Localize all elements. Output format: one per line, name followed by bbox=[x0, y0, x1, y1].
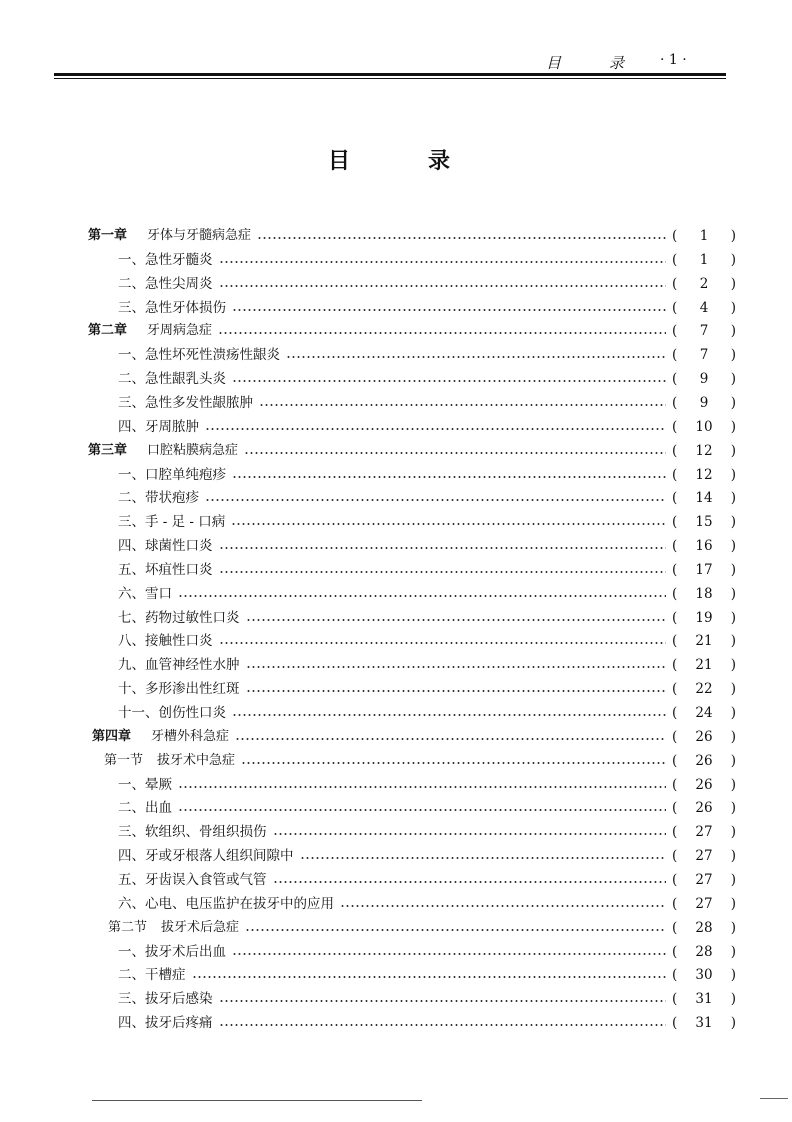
toc-dot-leader bbox=[232, 380, 666, 382]
toc-label: 四、球菌性口炎 bbox=[118, 538, 213, 555]
toc-page-number: 1 bbox=[699, 228, 709, 244]
paren-open: ( bbox=[672, 1015, 678, 1032]
toc-page-number: 7 bbox=[699, 323, 709, 340]
paren-open: ( bbox=[672, 633, 678, 650]
toc-dot-leader bbox=[245, 929, 666, 931]
paren-open: ( bbox=[672, 442, 678, 459]
toc-item-row bbox=[118, 488, 736, 508]
paren-open: ( bbox=[672, 776, 678, 793]
toc-item-row bbox=[118, 631, 736, 651]
toc-page-number: 9 bbox=[699, 394, 709, 411]
paren-open: ( bbox=[672, 490, 678, 507]
toc-page-ref bbox=[672, 894, 736, 914]
paren-close: ) bbox=[730, 1015, 736, 1032]
toc-page-number: 26 bbox=[695, 752, 713, 769]
toc-label: 五、坏疽性口炎 bbox=[118, 561, 213, 578]
toc-item-row bbox=[118, 250, 736, 270]
paren-open: ( bbox=[672, 800, 678, 817]
toc-item-row bbox=[118, 655, 736, 675]
toc-dot-leader bbox=[178, 595, 666, 597]
toc-dot-leader bbox=[340, 905, 666, 907]
toc-dot-leader bbox=[218, 332, 666, 334]
paren-close: ) bbox=[730, 371, 736, 388]
toc-dot-leader bbox=[205, 428, 666, 430]
toc-label: 二、出血 bbox=[118, 800, 172, 817]
toc-label: 牙槽外科急症 bbox=[151, 728, 230, 744]
header-rule-thick bbox=[54, 73, 726, 76]
paren-close: ) bbox=[730, 275, 736, 292]
toc-page-number: 26 bbox=[695, 800, 713, 817]
toc-item-row bbox=[118, 345, 736, 365]
paren-close: ) bbox=[730, 442, 736, 459]
toc-page-number: 1 bbox=[699, 251, 709, 268]
toc-number: 第三章 bbox=[88, 442, 128, 458]
toc-label: 十、多形渗出性红斑 bbox=[118, 681, 240, 698]
toc-item-row bbox=[118, 1013, 736, 1033]
paren-close: ) bbox=[730, 728, 736, 745]
paren-close: ) bbox=[730, 514, 736, 531]
header-rule-thin bbox=[54, 78, 726, 79]
paren-open: ( bbox=[672, 895, 678, 912]
toc-page-ref bbox=[672, 798, 736, 818]
toc-item-row bbox=[118, 608, 736, 628]
paren-close: ) bbox=[730, 681, 736, 698]
toc-page-number: 2 bbox=[699, 275, 709, 292]
toc-page-number: 17 bbox=[695, 561, 713, 578]
toc-dot-leader bbox=[273, 881, 667, 883]
paren-open: ( bbox=[672, 394, 678, 411]
toc-label: 三、拔牙后感染 bbox=[118, 991, 213, 1008]
toc-item-row bbox=[118, 798, 736, 818]
toc-label: 三、急性牙体损伤 bbox=[118, 299, 226, 316]
toc-label: 一、急性牙髓炎 bbox=[118, 251, 213, 268]
toc-page-number: 22 bbox=[695, 681, 713, 698]
toc-dot-leader bbox=[235, 738, 666, 740]
toc-item-row bbox=[118, 584, 736, 604]
toc-item-row bbox=[118, 679, 736, 699]
paren-open: ( bbox=[672, 824, 678, 841]
toc-page-ref bbox=[672, 369, 736, 389]
paren-close: ) bbox=[730, 824, 736, 841]
toc-page-number: 28 bbox=[695, 943, 713, 960]
toc-page-number: 24 bbox=[695, 705, 713, 721]
toc-label: 二、带状疱疹 bbox=[118, 490, 199, 507]
toc-page-number: 15 bbox=[695, 514, 713, 531]
toc-item-row bbox=[118, 894, 736, 914]
toc-dot-leader bbox=[178, 786, 666, 788]
toc-page-ref bbox=[672, 250, 736, 270]
toc-label: 牙周病急症 bbox=[147, 323, 213, 339]
toc-page-number: 16 bbox=[695, 538, 713, 555]
toc-label: 拔牙术后急症 bbox=[161, 919, 240, 935]
toc-page-number: 7 bbox=[699, 347, 709, 364]
paren-close: ) bbox=[730, 800, 736, 817]
toc-label: 六、雪口 bbox=[118, 585, 172, 602]
toc-label: 一、急性坏死性溃疡性龈炎 bbox=[118, 347, 280, 364]
toc-number: 第四章 bbox=[92, 728, 132, 744]
toc-dot-leader bbox=[178, 809, 666, 811]
toc-page-number: 10 bbox=[695, 418, 713, 435]
paren-close: ) bbox=[730, 967, 736, 984]
toc-item-row bbox=[118, 298, 736, 318]
paren-close: ) bbox=[730, 347, 736, 364]
paren-open: ( bbox=[672, 251, 678, 268]
paren-open: ( bbox=[672, 514, 678, 531]
toc-page-number: 31 bbox=[695, 1015, 713, 1032]
paren-open: ( bbox=[672, 418, 678, 435]
toc-dot-leader bbox=[205, 499, 666, 501]
footer-mark bbox=[760, 1098, 788, 1099]
paren-open: ( bbox=[672, 728, 678, 745]
toc-section-row bbox=[108, 918, 736, 938]
paren-open: ( bbox=[672, 943, 678, 960]
toc-label: 拔牙术中急症 bbox=[157, 752, 236, 768]
toc-page-ref bbox=[672, 942, 736, 962]
header-page-number: · 1 · bbox=[660, 52, 687, 68]
paren-close: ) bbox=[730, 418, 736, 435]
toc-page-ref bbox=[672, 584, 736, 604]
toc-page-number: 30 bbox=[695, 967, 713, 984]
toc-page-number: 12 bbox=[695, 466, 713, 483]
toc-label: 口腔粘膜病急症 bbox=[147, 442, 239, 458]
toc-page-ref bbox=[672, 989, 736, 1009]
paren-close: ) bbox=[730, 657, 736, 674]
toc-label: 三、软组织、骨组织损伤 bbox=[118, 824, 267, 841]
toc-page-ref bbox=[672, 965, 736, 985]
paren-open: ( bbox=[672, 919, 678, 936]
toc-number: 第一章 bbox=[88, 228, 128, 243]
toc-item-row bbox=[118, 417, 736, 437]
toc-item-row bbox=[118, 870, 736, 890]
toc-page-ref bbox=[672, 560, 736, 580]
toc-dot-leader bbox=[232, 953, 666, 955]
toc-dot-leader bbox=[232, 714, 666, 716]
toc-page-ref bbox=[672, 1013, 736, 1033]
paren-close: ) bbox=[730, 609, 736, 626]
toc-page-number: 21 bbox=[695, 657, 713, 674]
toc-item-row bbox=[118, 822, 736, 842]
toc-item-row bbox=[118, 989, 736, 1009]
paren-close: ) bbox=[730, 251, 736, 268]
toc-page-number: 27 bbox=[695, 871, 713, 888]
toc-page-ref bbox=[672, 417, 736, 437]
toc-page-ref bbox=[672, 918, 736, 938]
toc-dot-leader bbox=[246, 690, 667, 692]
paren-open: ( bbox=[672, 561, 678, 578]
toc-label: 八、接触性口炎 bbox=[118, 633, 213, 650]
toc-item-row bbox=[118, 536, 736, 556]
toc-dot-leader bbox=[232, 476, 666, 478]
toc-page-number: 19 bbox=[695, 609, 713, 626]
toc-dot-leader bbox=[286, 356, 666, 358]
toc-page-number: 21 bbox=[695, 633, 713, 650]
toc-chapter-row bbox=[92, 727, 736, 747]
toc-page-ref bbox=[672, 870, 736, 890]
paren-close: ) bbox=[730, 871, 736, 888]
toc-page-ref bbox=[672, 298, 736, 318]
paren-open: ( bbox=[672, 323, 678, 340]
footer-rule bbox=[92, 1100, 422, 1101]
paren-open: ( bbox=[672, 466, 678, 483]
paren-open: ( bbox=[672, 275, 678, 292]
paren-close: ) bbox=[730, 299, 736, 316]
toc-page-number: 27 bbox=[695, 848, 713, 865]
toc-chapter-row bbox=[88, 226, 736, 246]
paren-close: ) bbox=[730, 538, 736, 555]
paren-open: ( bbox=[672, 848, 678, 865]
header-title bbox=[546, 52, 624, 73]
toc-dot-leader bbox=[257, 237, 666, 239]
toc-item-row bbox=[118, 369, 736, 389]
paren-open: ( bbox=[672, 538, 678, 555]
paren-close: ) bbox=[730, 490, 736, 507]
toc-label: 四、拔牙后疼痛 bbox=[118, 1015, 213, 1032]
toc-dot-leader bbox=[219, 1000, 667, 1002]
toc-dot-leader bbox=[231, 523, 666, 525]
toc-label: 九、血管神经性水肿 bbox=[118, 657, 240, 674]
paren-close: ) bbox=[730, 585, 736, 602]
paren-open: ( bbox=[672, 991, 678, 1008]
toc-page-number: 26 bbox=[695, 728, 713, 745]
toc-number: 第二节 bbox=[108, 919, 148, 935]
paren-close: ) bbox=[730, 228, 736, 244]
toc-label: 牙体与牙髓病急症 bbox=[147, 228, 252, 243]
toc-item-row bbox=[118, 465, 736, 485]
toc-label: 二、急性尖周炎 bbox=[118, 275, 213, 292]
paren-open: ( bbox=[672, 871, 678, 888]
toc-dot-leader bbox=[219, 642, 667, 644]
toc-page-ref bbox=[672, 631, 736, 651]
paren-close: ) bbox=[730, 895, 736, 912]
toc-label: 三、手 - 足 - 口病 bbox=[118, 514, 226, 531]
toc-dot-leader bbox=[219, 261, 667, 263]
toc-label: 六、心电、电压监护在拔牙中的应用 bbox=[118, 895, 334, 912]
toc-page-ref bbox=[672, 441, 736, 461]
toc-page-number: 12 bbox=[695, 442, 713, 459]
toc-label: 一、拔牙术后出血 bbox=[118, 943, 226, 960]
toc-label: 三、急性多发性龈脓肿 bbox=[118, 394, 253, 411]
toc-page-ref bbox=[672, 226, 736, 246]
toc-item-row bbox=[118, 942, 736, 962]
paren-open: ( bbox=[672, 705, 678, 721]
paren-open: ( bbox=[672, 967, 678, 984]
paren-open: ( bbox=[672, 681, 678, 698]
paren-close: ) bbox=[730, 919, 736, 936]
toc-label: 二、干槽症 bbox=[118, 967, 186, 984]
paren-open: ( bbox=[672, 585, 678, 602]
toc-dot-leader bbox=[219, 285, 667, 287]
toc-dot-leader bbox=[246, 666, 667, 668]
toc-page-ref bbox=[672, 655, 736, 675]
toc-page-number: 18 bbox=[695, 585, 713, 602]
toc-section-row bbox=[104, 751, 736, 771]
toc-item-row bbox=[118, 846, 736, 866]
paren-open: ( bbox=[672, 752, 678, 769]
header-title-char2: 录 bbox=[609, 54, 625, 72]
toc-label: 四、牙周脓肿 bbox=[118, 418, 199, 435]
toc-page-ref bbox=[672, 536, 736, 556]
toc-page-ref bbox=[672, 608, 736, 628]
toc-number: 第二章 bbox=[88, 323, 128, 339]
toc-page-ref bbox=[672, 679, 736, 699]
paren-open: ( bbox=[672, 609, 678, 626]
toc-dot-leader bbox=[300, 857, 667, 859]
paren-close: ) bbox=[730, 991, 736, 1008]
page-title bbox=[300, 144, 500, 176]
toc-page-ref bbox=[672, 274, 736, 294]
toc-dot-leader bbox=[192, 976, 667, 978]
paren-close: ) bbox=[730, 394, 736, 411]
toc-page-number: 26 bbox=[695, 776, 713, 793]
toc-item-row bbox=[118, 703, 736, 723]
toc-page-ref bbox=[672, 465, 736, 485]
toc-label: 五、牙齿误入食管或气管 bbox=[118, 871, 267, 888]
toc-dot-leader bbox=[246, 619, 667, 621]
running-header bbox=[54, 52, 726, 72]
toc-number: 第一节 bbox=[104, 752, 144, 768]
toc-page-ref bbox=[672, 751, 736, 771]
toc-page-ref bbox=[672, 321, 736, 341]
paren-open: ( bbox=[672, 347, 678, 364]
toc-label: 一、口腔单纯疱疹 bbox=[118, 466, 226, 483]
toc-page-number: 28 bbox=[695, 919, 713, 936]
toc-dot-leader bbox=[219, 571, 667, 573]
toc-page-number: 4 bbox=[699, 299, 709, 316]
paren-open: ( bbox=[672, 657, 678, 674]
toc-dot-leader bbox=[219, 547, 667, 549]
toc-page-number: 31 bbox=[695, 991, 713, 1008]
toc-item-row bbox=[118, 965, 736, 985]
toc-page-ref bbox=[672, 846, 736, 866]
page-title-char1: 目 bbox=[328, 148, 351, 174]
paren-close: ) bbox=[730, 776, 736, 793]
toc-page-ref bbox=[672, 488, 736, 508]
toc-item-row bbox=[118, 393, 736, 413]
toc-page-ref bbox=[672, 393, 736, 413]
toc-page-number: 14 bbox=[695, 490, 713, 507]
paren-close: ) bbox=[730, 466, 736, 483]
toc-page-ref bbox=[672, 727, 736, 747]
toc-page-number: 27 bbox=[695, 824, 713, 841]
header-title-char1: 目 bbox=[546, 54, 562, 72]
toc-label: 十一、创伤性口炎 bbox=[118, 705, 226, 721]
page-title-char2: 录 bbox=[428, 148, 451, 174]
toc-label: 四、牙或牙根落人组织间隙中 bbox=[118, 848, 294, 865]
toc-dot-leader bbox=[241, 762, 666, 764]
paren-close: ) bbox=[730, 633, 736, 650]
toc-page-number: 27 bbox=[695, 895, 713, 912]
paren-open: ( bbox=[672, 228, 678, 244]
toc-item-row bbox=[118, 274, 736, 294]
toc-dot-leader bbox=[259, 404, 666, 406]
paren-close: ) bbox=[730, 752, 736, 769]
toc-chapter-row bbox=[88, 441, 736, 461]
toc-page-number: 9 bbox=[699, 371, 709, 388]
toc-item-row bbox=[118, 775, 736, 795]
toc-chapter-row bbox=[88, 321, 736, 341]
paren-open: ( bbox=[672, 299, 678, 316]
toc-label: 一、晕厥 bbox=[118, 776, 172, 793]
paren-close: ) bbox=[730, 705, 736, 721]
toc-page-ref bbox=[672, 822, 736, 842]
toc-label: 二、急性龈乳头炎 bbox=[118, 371, 226, 388]
toc-page-ref bbox=[672, 345, 736, 365]
toc-dot-leader bbox=[273, 833, 667, 835]
toc-page-ref bbox=[672, 703, 736, 723]
paren-close: ) bbox=[730, 943, 736, 960]
paren-close: ) bbox=[730, 561, 736, 578]
paren-open: ( bbox=[672, 371, 678, 388]
toc-page-ref bbox=[672, 775, 736, 795]
toc-page-ref bbox=[672, 512, 736, 532]
paren-close: ) bbox=[730, 848, 736, 865]
toc-dot-leader bbox=[244, 452, 666, 454]
toc-label: 七、药物过敏性口炎 bbox=[118, 609, 240, 626]
toc-dot-leader bbox=[219, 1024, 667, 1026]
toc-item-row bbox=[118, 512, 736, 532]
paren-close: ) bbox=[730, 323, 736, 340]
toc-item-row bbox=[118, 560, 736, 580]
toc-dot-leader bbox=[232, 309, 666, 311]
